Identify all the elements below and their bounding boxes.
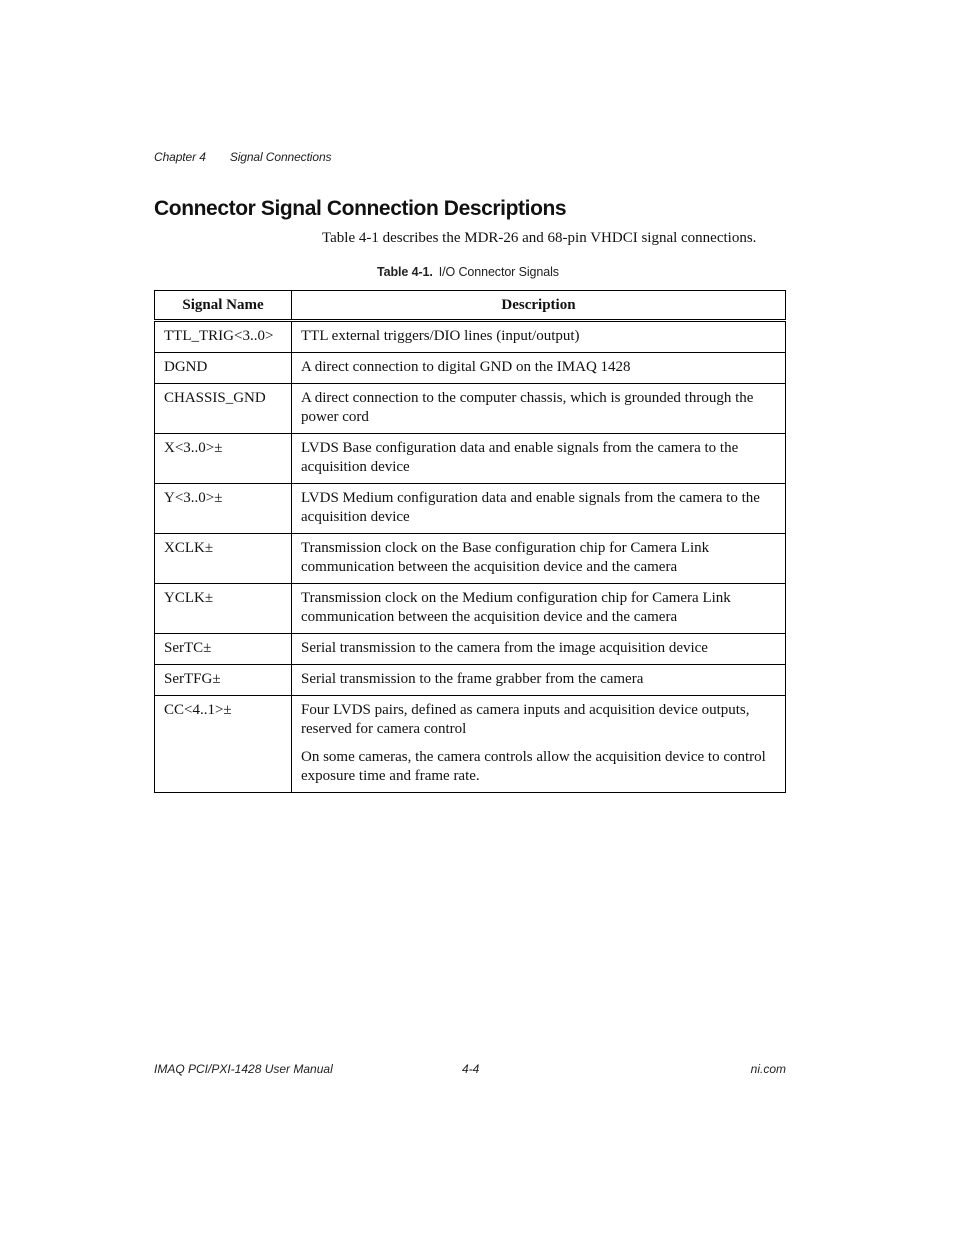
column-header-signal-name: Signal Name [155, 291, 292, 321]
table-row [155, 634, 786, 665]
section-heading: Connector Signal Connection Descriptions [154, 197, 567, 220]
description-paragraph: LVDS Medium configuration data and enable signals from the camera to the acquisition device [301, 490, 760, 525]
table-body [155, 321, 786, 793]
description-cell [292, 634, 786, 665]
signal-name-cell: Y<3..0>± [155, 484, 292, 534]
signal-name-cell: SerTFG± [155, 665, 292, 696]
description-cell [292, 534, 786, 584]
description-cell [292, 696, 786, 793]
footer-page-number: 4-4 [462, 1062, 480, 1076]
description-paragraph: Transmission clock on the Medium configuration chip for Camera Link communication between the acquisition device and the camera [301, 590, 731, 625]
footer-manual-title: IMAQ PCI/PXI-1428 User Manual [154, 1062, 333, 1076]
table-row [155, 384, 786, 434]
description-paragraph: Serial transmission to the camera from the image acquisition device [301, 640, 708, 656]
signal-name-cell: CHASSIS_GND [155, 384, 292, 434]
description-paragraph: On some cameras, the camera controls allow the acquisition device to control exposure time and frame rate. [301, 749, 766, 784]
signal-name-cell: X<3..0>± [155, 434, 292, 484]
description-cell [292, 484, 786, 534]
table-caption [377, 265, 559, 279]
table-row [155, 534, 786, 584]
table-header-row [155, 291, 786, 321]
description-cell [292, 353, 786, 384]
description-cell [292, 384, 786, 434]
table-row [155, 484, 786, 534]
table-caption-label: Table 4-1. [377, 265, 433, 279]
description-paragraph: Serial transmission to the frame grabber from the camera [301, 671, 644, 687]
table-row [155, 321, 786, 353]
signal-name-cell: CC<4..1>± [155, 696, 292, 793]
footer-website: ni.com [750, 1062, 786, 1076]
chapter-title: Signal Connections [229, 150, 332, 164]
description-cell [292, 321, 786, 353]
table-row [155, 434, 786, 484]
signal-name-cell: TTL_TRIG<3..0> [155, 321, 292, 353]
description-paragraph: LVDS Base configuration data and enable signals from the camera to the acquisition device [301, 440, 739, 475]
description-paragraph: TTL external triggers/DIO lines (input/output) [301, 328, 580, 344]
description-cell [292, 434, 786, 484]
table-row [155, 353, 786, 384]
table-row [155, 584, 786, 634]
description-paragraph: Transmission clock on the Base configuration chip for Camera Link communication between the acquisition device and the camera [301, 540, 710, 575]
running-header [154, 150, 331, 164]
io-connector-signals-table [154, 290, 786, 793]
description-cell [292, 584, 786, 634]
chapter-label: Chapter 4 [154, 150, 206, 164]
column-header-description: Description [292, 291, 786, 321]
signal-name-cell: SerTC± [155, 634, 292, 665]
description-cell [292, 665, 786, 696]
description-paragraph: A direct connection to digital GND on the IMAQ 1428 [301, 359, 631, 375]
signal-name-cell: YCLK± [155, 584, 292, 634]
table-row [155, 696, 786, 793]
description-paragraph: A direct connection to the computer chassis, which is grounded through the power cord [301, 390, 754, 425]
intro-paragraph: Table 4-1 describes the MDR-26 and 68-pin VHDCI signal connections. [322, 230, 757, 246]
table-row [155, 665, 786, 696]
description-paragraph: Four LVDS pairs, defined as camera inputs and acquisition device outputs, reserved for camera control [301, 702, 750, 737]
signal-name-cell: XCLK± [155, 534, 292, 584]
signal-name-cell: DGND [155, 353, 292, 384]
table-caption-text: I/O Connector Signals [438, 265, 559, 279]
